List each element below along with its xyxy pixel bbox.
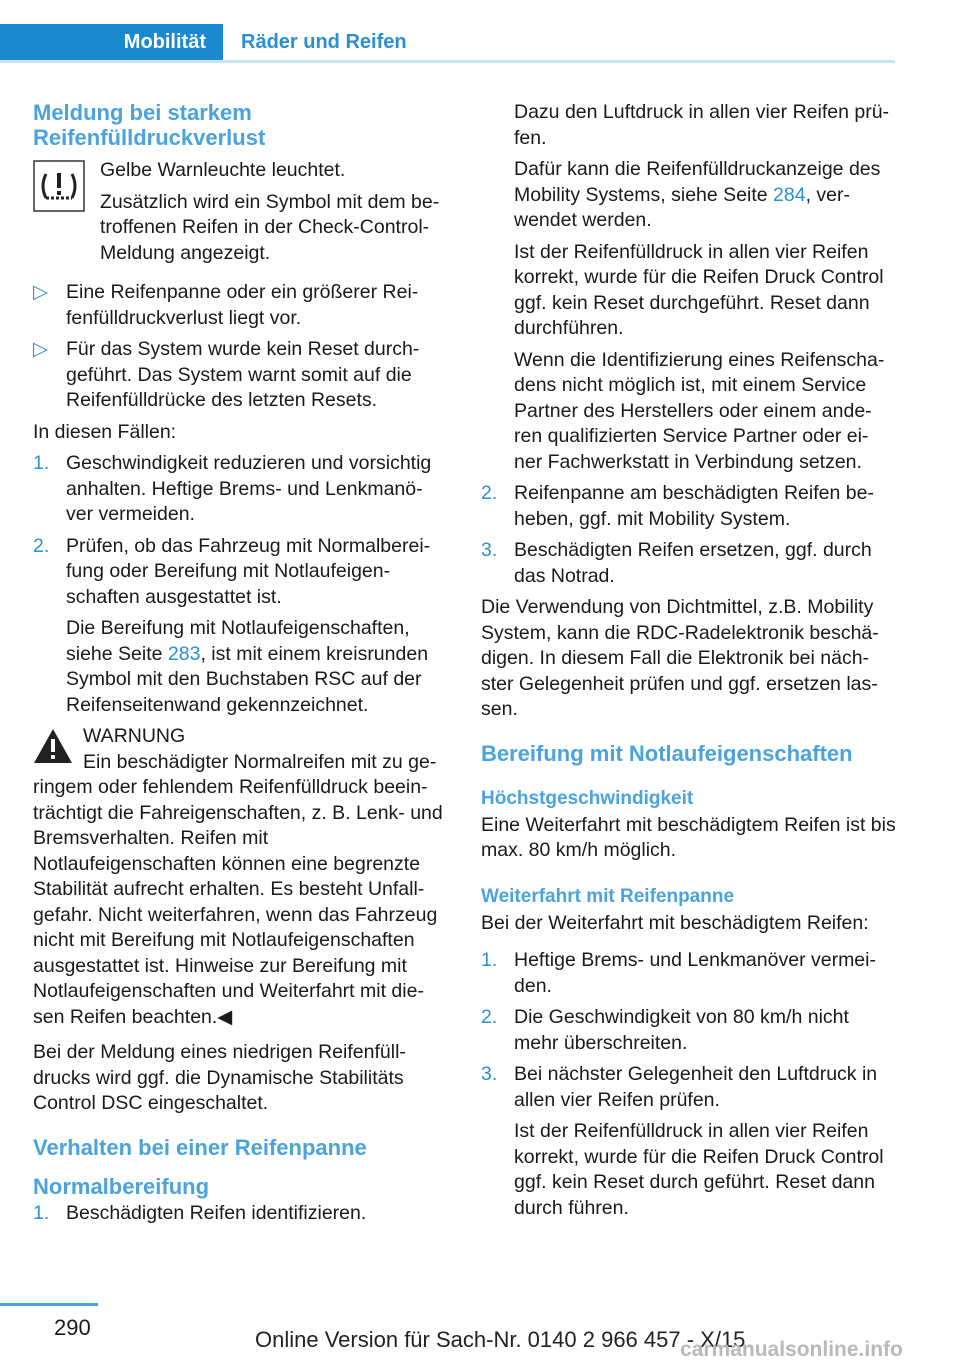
list-item: 2. Die Geschwindigkeit von 80 km/h nicht mehr überschreiten. — [481, 1006, 849, 1054]
tire-pressure-warning-icon — [33, 160, 85, 212]
symbol-text-start — [33, 190, 448, 267]
tab-raeder-und-reifen[interactable]: Räder und Reifen — [241, 31, 407, 53]
online-version-note: Online Version für Sach-Nr. 0140 2 966 457 - X/15 — [255, 1327, 746, 1352]
list-item: 2. Prüfen, ob das Fahrzeug mit Normalberei‐fung oder Bereifung mit Notlaufeigen‐schaften ausgestattet ist. Die Bereifung mit Notlaufeigenschaften, siehe Seite 283, ist mit einem kreisrunden Symbol mit den Buchstaben RSC auf der Reifenseitenwand gekennzeichnet. — [33, 534, 448, 719]
header-tabs — [0, 0, 895, 62]
heading-normal-tires: Normalbereifung — [33, 1173, 210, 1199]
list-item: 1. Beschädigten Reifen identifizieren. — [33, 1201, 367, 1224]
continue-step3-extra: Ist der Reifenfülldruck in allen vier Reifen korrekt, wurde für die Reifen Druck Control ggf. kein Reset durch geführt. Reset dann durch führen. — [514, 1120, 884, 1219]
list-item: ▷ Eine Reifenpanne oder ein größerer Rei‐fenfülldruckverlust liegt vor. — [33, 281, 419, 329]
max-speed-text: Eine Weiterfahrt mit beschädigtem Reifen ist bis max. 80 km/h möglich. — [481, 813, 896, 861]
list-item: 1. Heftige Brems- und Lenkmanöver vermei‐den. — [481, 949, 876, 997]
pressure-check-text: Dazu den Luftdruck in allen vier Reifen prü‐fen. — [514, 101, 890, 149]
step2-extra: Die Bereifung mit Notlaufeigenschaften, siehe Seite 283, ist mit einem kreisrunden Symbol mit den Buchstaben RSC auf der Reifenseitenwand gekennzeichnet. — [66, 617, 429, 716]
heading-run-flat: Bereifung mit Notlaufeigenschaften — [481, 740, 853, 766]
footer-divider — [0, 1303, 98, 1306]
header-divider — [0, 60, 895, 63]
left-column — [33, 100, 448, 1232]
warning-lamp-block — [33, 158, 448, 266]
watermark: carmanualsonline.info — [680, 1338, 903, 1361]
heading-pressure-loss: Meldung bei starkem Reifenfülldruckverlust — [33, 100, 266, 150]
warning-title: WARNUNG — [83, 725, 186, 747]
warning-text: Ein beschädigter Normalreifen mit zu ge‐ringem oder fehlendem Reifenfülldruck beein‐trächtigt die Fahreigenschaften, z. B. Lenk- und Bremsverhalten. Reifen mit Notlaufeigenschaften können eine begrenzte Stabilität aufrecht erhalten. Es besteht Unfall‐gefahr. Nicht weiterfahren, wenn das Fahrzeug nicht mit Bereifung mit Notlaufeigenschaften ausgestattet ist. Hinweise zur Bereifung mit Notlaufeigenschaften und Weiterfahrt mit die‐sen Reifen beachten.◀ — [33, 750, 443, 1028]
warning-block — [33, 724, 448, 1030]
lamp-text: Gelbe Warnleuchte leuchtet. — [100, 159, 346, 181]
warning-triangle-icon — [33, 728, 73, 764]
sealant-text: Die Verwendung von Dichtmittel, z.B. Mobility System, kann die RDC-Radelektronik beschä‐digen. In diesem Fall die Elektronik bei näch‐ster Gelegenheit prüfen und ggf. ersetzen las‐sen. — [481, 596, 879, 720]
repair-steps — [481, 481, 896, 589]
normal-steps — [33, 1201, 448, 1227]
mobility-gauge-text: Dafür kann die Reifenfülldruckanzeige des Mobility Systems, siehe Seite 284, ver‐wendet werden. — [514, 158, 881, 231]
tab-mobilitaet[interactable]: Mobilität — [0, 24, 223, 61]
list-item: 3. Beschädigten Reifen ersetzen, ggf. durch das Notrad. — [481, 539, 872, 587]
heading-continue-driving: Weiterfahrt mit Reifenpanne — [481, 885, 735, 907]
page-link-283[interactable]: 283 — [167, 642, 201, 665]
list-item: ▷ Für das System wurde kein Reset durch‐geführt. Das System warnt somit auf die Reifenfülldrücke des letzten Resets. — [33, 338, 420, 411]
page-number: 290 — [54, 1315, 91, 1340]
list-item: 2. Reifenpanne am beschädigten Reifen be‐heben, ggf. mit Mobility System. — [481, 482, 874, 530]
symbol-text: Zusätzlich wird ein Symbol mit dem be‐troffenen Reifen in der Check-Control-Meldung angezeigt. — [100, 190, 440, 264]
page-link-284[interactable]: 284 — [773, 183, 806, 206]
right-column — [481, 100, 896, 1227]
reset-text: Ist der Reifenfülldruck in allen vier Reifen korrekt, wurde für die Reifen Druck Control ggf. kein Reset durchgeführt. Reset dann durchführen. — [514, 240, 884, 339]
heading-tire-failure: Verhalten bei einer Reifenpanne — [33, 1134, 367, 1160]
continue-intro: Bei der Weiterfahrt mit beschädigtem Reifen: — [481, 911, 869, 934]
triangle-bullet-icon: ▷ — [33, 338, 48, 360]
dsc-text: Bei der Meldung eines niedrigen Reifenfüll‐drucks wird ggf. die Dynamische Stabilitäts Control DSC eingeschaltet. — [33, 1041, 406, 1114]
cases-intro: In diesen Fällen: — [33, 420, 177, 443]
cause-list — [33, 280, 448, 414]
service-partner-text: Wenn die Identifizierung eines Reifenscha‐dens nicht möglich ist, mit einem Service Partner des Herstellers oder einem ande‐ren qualifizierten Service Partner oder ei‐ner Fachwerkstatt in Verbindung setzen. — [514, 348, 885, 473]
triangle-bullet-icon: ▷ — [33, 281, 48, 303]
heading-max-speed: Höchstgeschwindigkeit — [481, 787, 694, 809]
list-item: 1. Geschwindigkeit reduzieren und vorsichtig anhalten. Heftige Brems- und Lenkmanö‐ver vermeiden. — [33, 452, 432, 525]
continue-steps — [481, 948, 896, 1221]
cases-steps — [33, 451, 448, 718]
list-item: 3. Bei nächster Gelegenheit den Luftdruck in allen vier Reifen prüfen. Ist der Reifenfülldruck in allen vier Reifen korrekt, wurde für die Reifen Druck Control ggf. kein Reset durch geführt. Reset dann durch führen. — [481, 1062, 896, 1221]
